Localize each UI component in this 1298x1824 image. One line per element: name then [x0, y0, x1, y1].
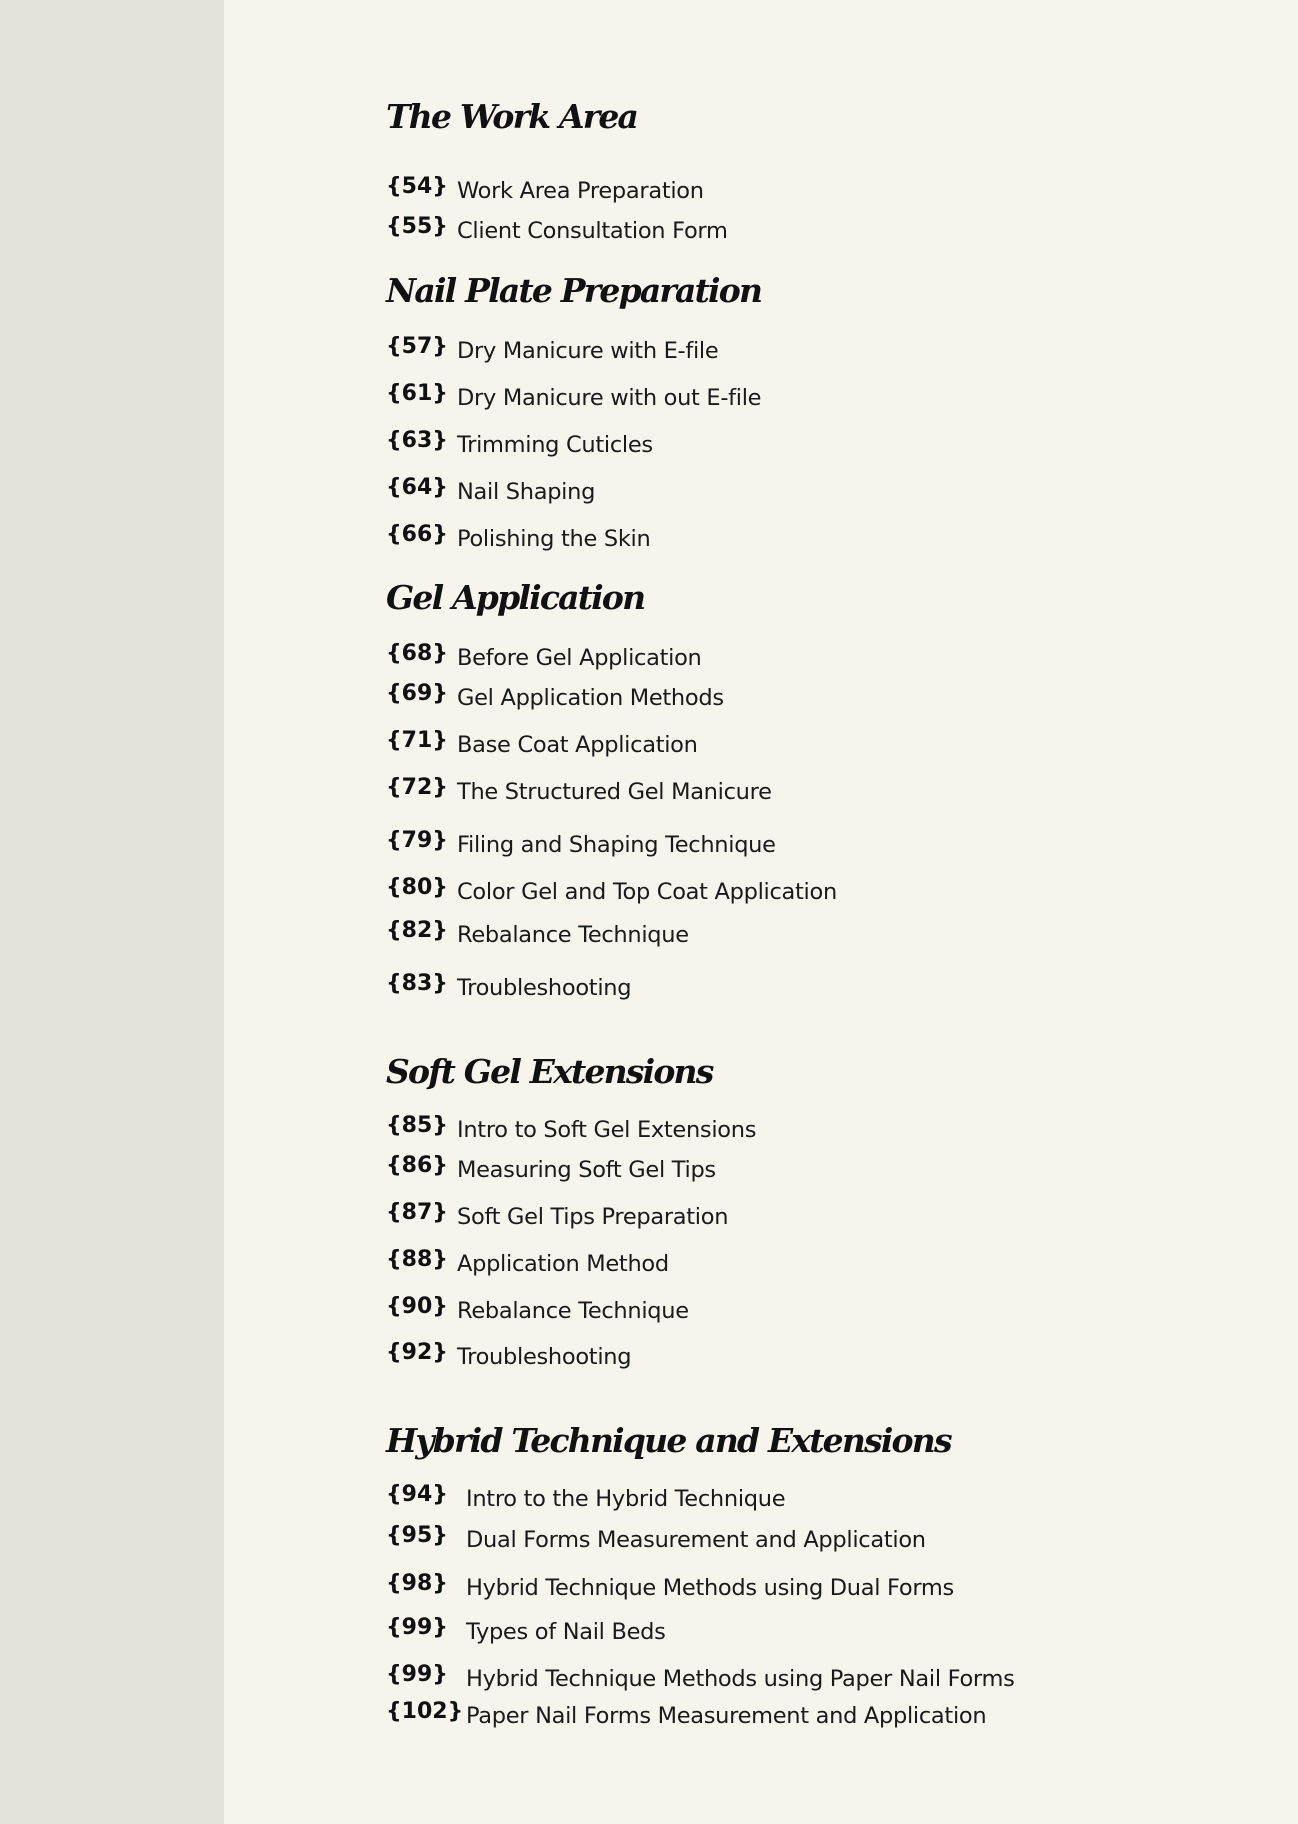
- entry-title: Trimming Cuticles: [457, 432, 653, 458]
- section-heading-gel-application: Gel Application: [386, 578, 645, 617]
- page-number: {92}: [386, 1340, 448, 1365]
- page-number: {79}: [386, 828, 448, 853]
- entry-title: Before Gel Application: [457, 645, 702, 671]
- entry-title: Dry Manicure with out E-file: [457, 385, 762, 411]
- entry-title: Hybrid Technique Methods using Dual Forms: [466, 1575, 954, 1601]
- page-number: {66}: [386, 522, 448, 547]
- page-number: {54}: [386, 174, 448, 199]
- section-heading-soft-gel-extensions: Soft Gel Extensions: [386, 1052, 713, 1091]
- page-number: {99}: [386, 1615, 448, 1640]
- entry-title: Troubleshooting: [457, 975, 632, 1001]
- entry-title: Filing and Shaping Technique: [457, 832, 776, 858]
- entry-title: The Structured Gel Manicure: [457, 779, 772, 805]
- page-number: {68}: [386, 641, 448, 666]
- entry-title: Dry Manicure with E-file: [457, 338, 719, 364]
- entry-title: Nail Shaping: [457, 479, 596, 505]
- entry-title: Measuring Soft Gel Tips: [457, 1157, 716, 1183]
- page-number: {102}: [386, 1699, 464, 1724]
- page-number: {80}: [386, 875, 448, 900]
- entry-title: Soft Gel Tips Preparation: [457, 1204, 729, 1230]
- page-number: {98}: [386, 1571, 448, 1596]
- entry-title: Paper Nail Forms Measurement and Application: [466, 1703, 987, 1729]
- section-heading-hybrid-technique: Hybrid Technique and Extensions: [386, 1421, 951, 1460]
- page-number: {85}: [386, 1113, 448, 1138]
- entry-title: Application Method: [457, 1251, 669, 1277]
- left-margin-band: [0, 0, 224, 1824]
- page-number: {87}: [386, 1200, 448, 1225]
- page-number: {69}: [386, 681, 448, 706]
- entry-title: Types of Nail Beds: [466, 1619, 666, 1645]
- page-number: {94}: [386, 1482, 448, 1507]
- page-number: {57}: [386, 334, 448, 359]
- entry-title: Gel Application Methods: [457, 685, 724, 711]
- entry-title: Polishing the Skin: [457, 526, 651, 552]
- page-number: {99}: [386, 1662, 448, 1687]
- page-number: {71}: [386, 728, 448, 753]
- entry-title: Troubleshooting: [457, 1344, 632, 1370]
- page-number: {88}: [386, 1247, 448, 1272]
- page-number: {86}: [386, 1153, 448, 1178]
- entry-title: Rebalance Technique: [457, 922, 689, 948]
- page-number: {64}: [386, 475, 448, 500]
- page-number: {55}: [386, 214, 448, 239]
- entry-title: Client Consultation Form: [457, 218, 728, 244]
- page-number: {61}: [386, 381, 448, 406]
- section-heading-work-area: The Work Area: [386, 97, 638, 136]
- page-number: {95}: [386, 1523, 448, 1548]
- entry-title: Intro to Soft Gel Extensions: [457, 1117, 757, 1143]
- entry-title: Base Coat Application: [457, 732, 698, 758]
- page-number: {83}: [386, 971, 448, 996]
- entry-title: Work Area Preparation: [457, 178, 704, 204]
- page-number: {90}: [386, 1294, 448, 1319]
- entry-title: Hybrid Technique Methods using Paper Nail Forms: [466, 1666, 1015, 1692]
- page-number: {72}: [386, 775, 448, 800]
- entry-title: Intro to the Hybrid Technique: [466, 1486, 786, 1512]
- entry-title: Dual Forms Measurement and Application: [466, 1527, 926, 1553]
- entry-title: Color Gel and Top Coat Application: [457, 879, 837, 905]
- entry-title: Rebalance Technique: [457, 1298, 689, 1324]
- page-number: {82}: [386, 918, 448, 943]
- section-heading-nail-plate-preparation: Nail Plate Preparation: [386, 271, 762, 310]
- page-number: {63}: [386, 428, 448, 453]
